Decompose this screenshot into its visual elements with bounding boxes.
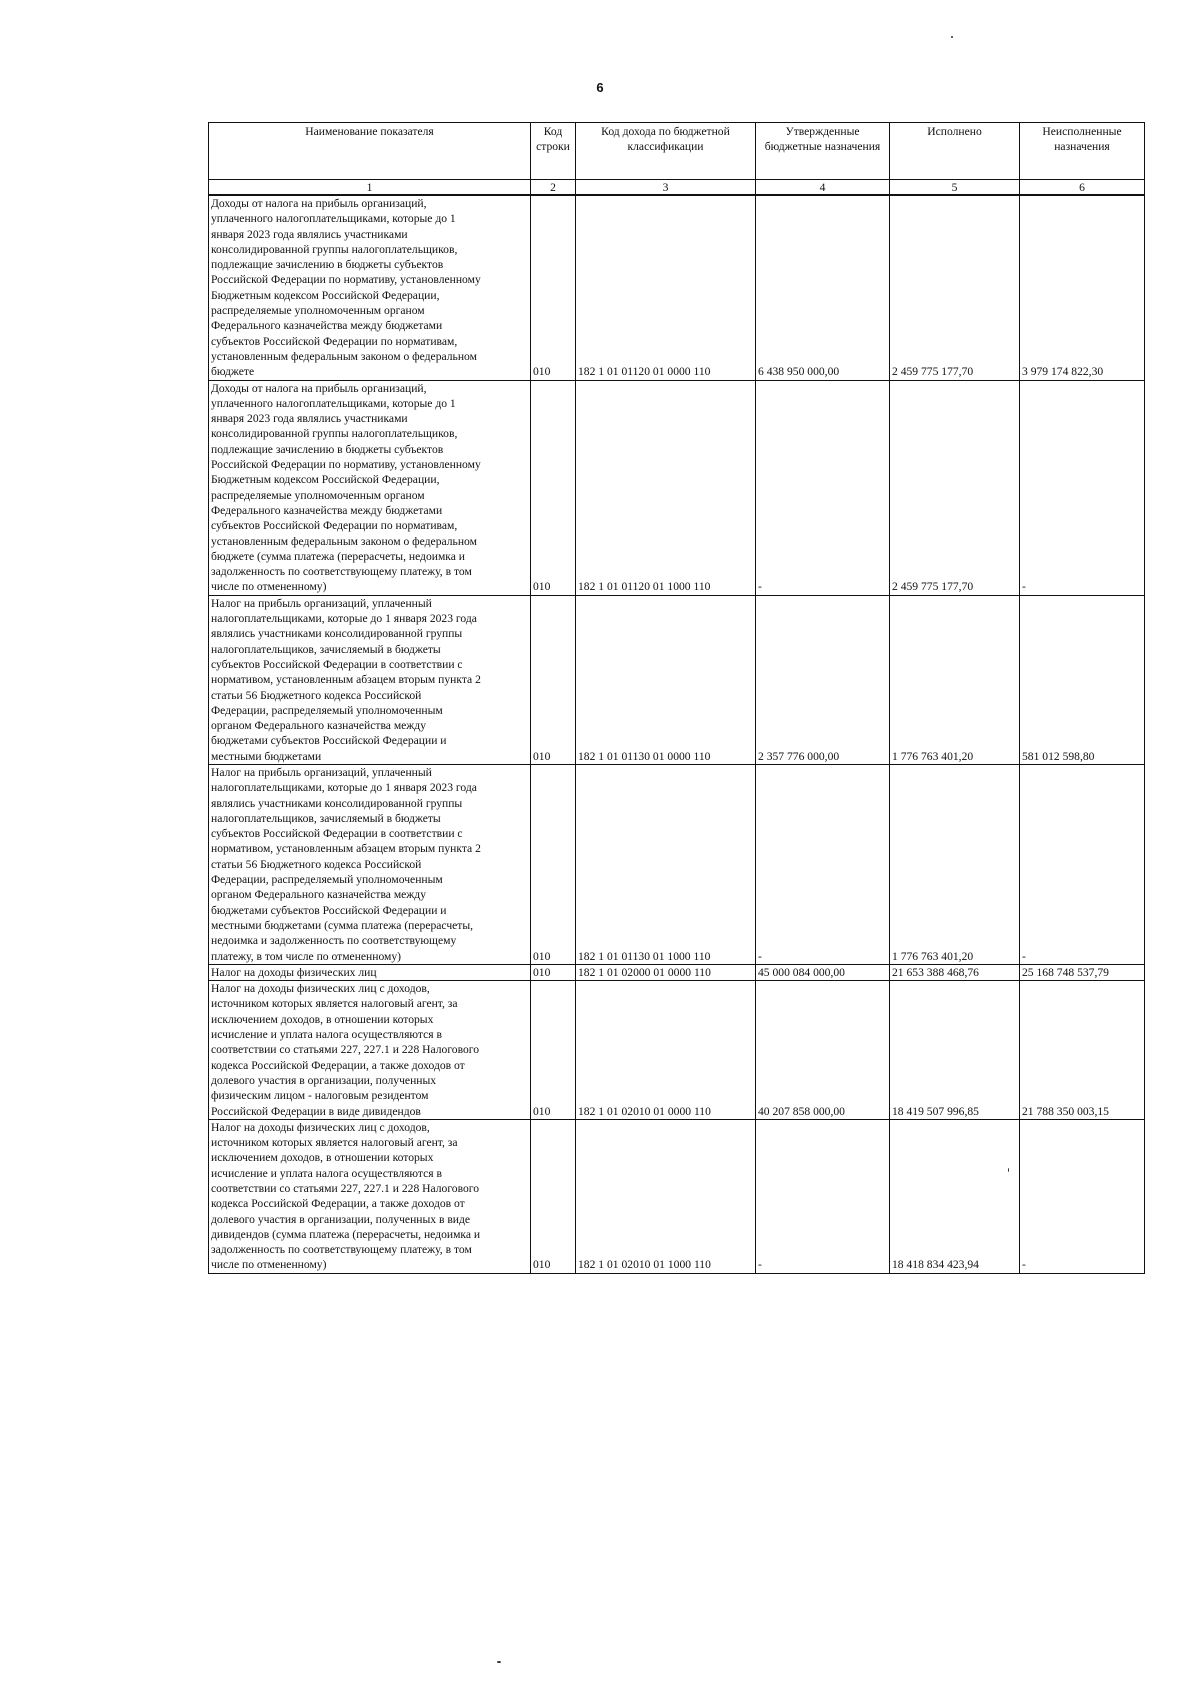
scan-speck: [951, 36, 953, 38]
table-header-row: [209, 123, 1145, 180]
row-indicator-name: Доходы от налога на прибыль организаций, уплаченного налогоплательщиками, которые до 1 января 2023 года являлись участниками консолидированной группы налогоплательщиков, подлежащие зачислению в бюджеты субъектов Российской Федерации по нормативу, установленному Бюджетным кодексом Российской Федерации, распределяемые уполномоченным органом Федерального казначейства между бюджетами субъектов Российской Федерации по нормативам, установленным федеральным законом о федеральном бюджете: [209, 195, 531, 380]
row-indicator-name: Налог на доходы физических лиц с доходов, источником которых является налоговый агент, за исключением доходов, в отношении которых исчисление и уплата налога осуществляются в соответствии со статьями 227, 227.1 и 228 Налогового кодекса Российской Федерации, а также доходов от долевого участия в организации, полученных физическим лицом - налоговым резидентом Российской Федерации в виде дивидендов: [209, 981, 531, 1120]
header-indicator-name: Наименование показателя: [209, 123, 531, 180]
table-row: [209, 380, 1145, 595]
row-line-code: 010: [531, 195, 576, 380]
row-line-code: 010: [531, 595, 576, 764]
header-budget-classification-code: Код дохода по бюджетной классификации: [576, 123, 756, 180]
row-executed: 2 459 775 177,70: [890, 195, 1020, 380]
scan-speck: [497, 1661, 501, 1663]
row-line-code: 010: [531, 981, 576, 1120]
row-indicator-name: Доходы от налога на прибыль организаций, уплаченного налогоплательщиками, которые до 1 января 2023 года являлись участниками консолидированной группы налогоплательщиков, подлежащие зачислению в бюджеты субъектов Российской Федерации по нормативу, установленному Бюджетным кодексом Российской Федерации, распределяемые уполномоченным органом Федерального казначейства между бюджетами субъектов Российской Федерации по нормативам, установленным федеральным законом о федеральном бюджете (сумма платежа (перерасчеты, недоимка и задолженность по соответствующему платежу, в том числе по отмененному): [209, 380, 531, 595]
table-row: [209, 964, 1145, 980]
row-classification-code: 182 1 01 02010 01 0000 110: [576, 981, 756, 1120]
table-row: [209, 981, 1145, 1120]
row-unexecuted: 21 788 350 003,15: [1020, 981, 1145, 1120]
row-approved: -: [756, 764, 890, 964]
column-number: 1: [209, 180, 531, 196]
table-row: [209, 1119, 1145, 1273]
row-approved: 6 438 950 000,00: [756, 195, 890, 380]
row-indicator-name: Налог на прибыль организаций, уплаченный налогоплательщиками, которые до 1 января 2023 года являлись участниками консолидированной группы налогоплательщиков, зачисляемый в бюджеты субъектов Российской Федерации в соответствии с нормативом, установленным абзацем вторым пункта 2 статьи 56 Бюджетного кодекса Российской Федерации, распределяемый уполномоченным органом Федерального казначейства между бюджетами субъектов Российской Федерации и местными бюджетами (сумма платежа (перерасчеты, недоимка и задолженность по соответствующему платежу, в том числе по отмененному): [209, 764, 531, 964]
row-unexecuted: 25 168 748 537,79: [1020, 964, 1145, 980]
table-row: [209, 595, 1145, 764]
table-row: [209, 764, 1145, 964]
column-number: 5: [890, 180, 1020, 196]
row-executed: 1 776 763 401,20: [890, 595, 1020, 764]
row-line-code: 010: [531, 380, 576, 595]
row-unexecuted: -: [1020, 380, 1145, 595]
column-number: 4: [756, 180, 890, 196]
page-number: 6: [596, 80, 604, 95]
row-approved: -: [756, 380, 890, 595]
header-executed: Исполнено: [890, 123, 1020, 180]
row-unexecuted: -: [1020, 1119, 1145, 1273]
row-executed: 21 653 388 468,76: [890, 964, 1020, 980]
row-executed: 18 419 507 996,85: [890, 981, 1020, 1120]
row-executed: 1 776 763 401,20: [890, 764, 1020, 964]
row-approved: 45 000 084 000,00: [756, 964, 890, 980]
row-approved: 2 357 776 000,00: [756, 595, 890, 764]
row-classification-code: 182 1 01 02010 01 1000 110: [576, 1119, 756, 1273]
budget-execution-table: [208, 122, 1145, 1274]
column-number: 2: [531, 180, 576, 196]
column-number: 3: [576, 180, 756, 196]
row-classification-code: 182 1 01 01120 01 0000 110: [576, 195, 756, 380]
row-indicator-name: Налог на доходы физических лиц: [209, 964, 531, 980]
row-executed: 18 418 834 423,94: [890, 1119, 1020, 1273]
row-classification-code: 182 1 01 01130 01 1000 110: [576, 764, 756, 964]
header-line-code: Код строки: [531, 123, 576, 180]
row-unexecuted: 581 012 598,80: [1020, 595, 1145, 764]
row-classification-code: 182 1 01 02000 01 0000 110: [576, 964, 756, 980]
row-indicator-name: Налог на доходы физических лиц с доходов, источником которых является налоговый агент, за исключением доходов, в отношении которых исчисление и уплата налога осуществляются в соответствии со статьями 227, 227.1 и 228 Налогового кодекса Российской Федерации, а также доходов от долевого участия в организации, полученных в виде дивидендов (сумма платежа (перерасчеты, недоимка и задолженность по соответствующему платежу, в том числе по отмененному): [209, 1119, 531, 1273]
row-approved: 40 207 858 000,00: [756, 981, 890, 1120]
row-indicator-name: Налог на прибыль организаций, уплаченный налогоплательщиками, которые до 1 января 2023 года являлись участниками консолидированной группы налогоплательщиков, зачисляемый в бюджеты субъектов Российской Федерации в соответствии с нормативом, установленным абзацем вторым пункта 2 статьи 56 Бюджетного кодекса Российской Федерации, распределяемый уполномоченным органом Федерального казначейства между бюджетами субъектов Российской Федерации и местными бюджетами: [209, 595, 531, 764]
row-line-code: 010: [531, 1119, 576, 1273]
row-line-code: 010: [531, 764, 576, 964]
header-approved-appropriations: Утвержденные бюджетные назначения: [756, 123, 890, 180]
row-approved: -: [756, 1119, 890, 1273]
row-classification-code: 182 1 01 01120 01 1000 110: [576, 380, 756, 595]
row-executed: 2 459 775 177,70: [890, 380, 1020, 595]
header-unexecuted-appropriations: Неисполненные назначения: [1020, 123, 1145, 180]
row-classification-code: 182 1 01 01130 01 0000 110: [576, 595, 756, 764]
column-number: 6: [1020, 180, 1145, 196]
row-line-code: 010: [531, 964, 576, 980]
row-unexecuted: 3 979 174 822,30: [1020, 195, 1145, 380]
row-unexecuted: -: [1020, 764, 1145, 964]
table-row: [209, 195, 1145, 380]
column-number-row: [209, 180, 1145, 196]
